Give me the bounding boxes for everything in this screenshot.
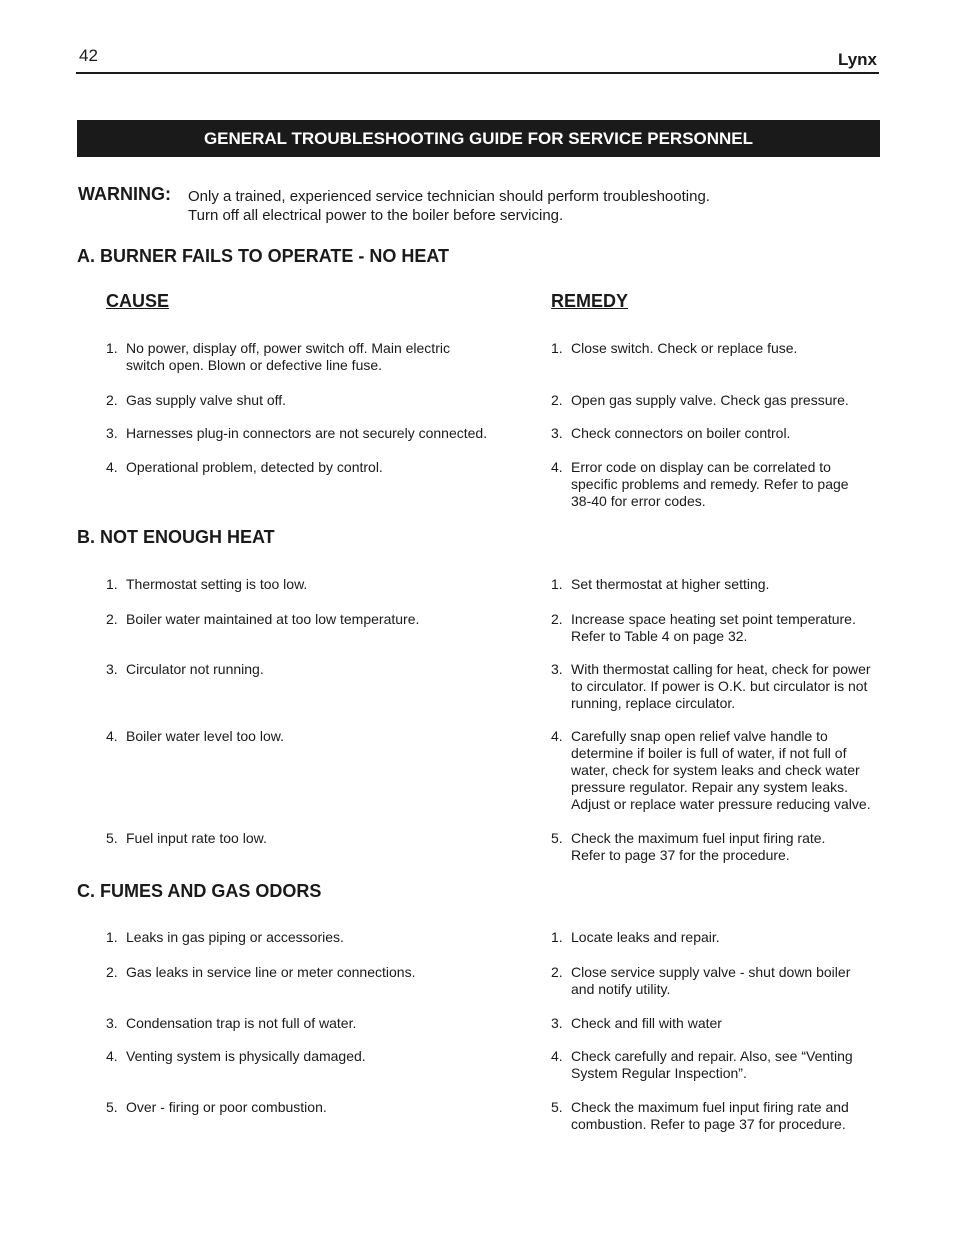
section-b-remedy-5 (551, 830, 881, 864)
item-number: 1. (551, 576, 563, 592)
item-number: 3. (106, 1015, 118, 1031)
item-number: 5. (106, 1099, 118, 1115)
remedy-text: Increase space heating set point temperature. Refer to Table 4 on page 32. (571, 611, 856, 644)
section-c-title: C. FUMES AND GAS ODORS (77, 881, 322, 901)
cause-text: Operational problem, detected by control. (126, 459, 383, 475)
cause-text: Over - firing or poor combustion. (126, 1099, 327, 1115)
section-a-cause-3 (106, 425, 506, 442)
item-number: 1. (551, 929, 563, 945)
cause-text: Venting system is physically damaged. (126, 1048, 366, 1064)
item-number: 4. (551, 459, 563, 475)
remedy-text: Close service supply valve - shut down boiler and notify utility. (571, 964, 851, 997)
warning-line-2: Turn off all electrical power to the boiler before servicing. (188, 207, 564, 224)
remedy-text: Open gas supply valve. Check gas pressure. (571, 392, 849, 408)
section-c-cause-1 (106, 929, 506, 946)
cause-text: Thermostat setting is too low. (126, 576, 308, 592)
item-number: 3. (106, 661, 118, 677)
section-b-remedy-4 (551, 728, 881, 813)
cause-text: No power, display off, power switch off. Main electric switch open. Blown or defective line fuse. (126, 340, 450, 373)
item-number: 1. (551, 340, 563, 356)
section-a-cause-1 (106, 340, 506, 374)
section-b-cause-5 (106, 830, 506, 847)
item-number: 2. (106, 392, 118, 408)
item-number: 4. (106, 1048, 118, 1064)
item-number: 1. (106, 576, 118, 592)
warning-line-1: Only a trained, experienced service technician should perform troubleshooting. (188, 188, 710, 205)
section-c-remedy-5 (551, 1099, 881, 1133)
brand-name: Lynx (837, 50, 877, 69)
item-number: 4. (106, 459, 118, 475)
item-number: 4. (551, 1048, 563, 1064)
section-a-remedy-4 (551, 459, 881, 510)
item-number: 3. (106, 425, 118, 441)
cause-text: Boiler water level too low. (126, 728, 284, 744)
cause-text: Condensation trap is not full of water. (126, 1015, 357, 1031)
section-b-cause-4 (106, 728, 506, 745)
section-c-cause-5 (106, 1099, 506, 1116)
remedy-text: Check the maximum fuel input firing rate and combustion. Refer to page 37 for procedure. (571, 1099, 849, 1132)
cause-text: Harnesses plug-in connectors are not securely connected. (126, 425, 488, 441)
section-c-remedy-1 (551, 929, 881, 946)
section-b-remedy-3 (551, 661, 881, 712)
remedy-text: Check carefully and repair. Also, see “Venting System Regular Inspection”. (571, 1048, 853, 1081)
section-a-remedy-2 (551, 392, 881, 409)
section-c-remedy-3 (551, 1015, 881, 1032)
warning-label: WARNING: (78, 184, 171, 204)
remedy-text: With thermostat calling for heat, check for power to circulator. If power is O.K. but circulator is not running, replace circulator. (571, 661, 871, 711)
section-b-remedy-2 (551, 611, 881, 645)
header-rule (76, 72, 879, 74)
section-b-remedy-1 (551, 576, 881, 593)
section-b-cause-3 (106, 661, 506, 678)
section-a-remedy-3 (551, 425, 881, 442)
section-a-remedy-1 (551, 340, 881, 357)
remedy-text: Error code on display can be correlated to specific problems and remedy. Refer to page 38-40 for error codes. (571, 459, 849, 509)
section-b-cause-1 (106, 576, 506, 593)
cause-column-header: CAUSE (106, 291, 170, 311)
remedy-text: Close switch. Check or replace fuse. (571, 340, 798, 356)
item-number: 2. (551, 964, 563, 980)
item-number: 1. (106, 340, 118, 356)
guide-title: GENERAL TROUBLESHOOTING GUIDE FOR SERVICE PERSONNEL (203, 128, 754, 148)
section-c-cause-3 (106, 1015, 506, 1032)
remedy-text: Carefully snap open relief valve handle to determine if boiler is full of water, if not full of water, check for system leaks and check water pressure regulator. Repair any system leaks. Adjust or replace water pressure reducing valve. (571, 728, 871, 812)
item-number: 4. (106, 728, 118, 744)
guide-title-banner (77, 120, 880, 157)
cause-text: Gas leaks in service line or meter connections. (126, 964, 416, 980)
remedy-text: Check the maximum fuel input firing rate. Refer to page 37 for the procedure. (571, 830, 826, 863)
cause-text: Circulator not running. (126, 661, 264, 677)
item-number: 3. (551, 425, 563, 441)
warning-text (188, 187, 710, 225)
section-c-cause-4 (106, 1048, 506, 1065)
section-c-cause-2 (106, 964, 506, 981)
cause-text: Fuel input rate too low. (126, 830, 267, 846)
remedy-text: Check connectors on boiler control. (571, 425, 791, 441)
item-number: 5. (106, 830, 118, 846)
item-number: 2. (106, 964, 118, 980)
section-a-cause-2 (106, 392, 506, 409)
section-c-remedy-4 (551, 1048, 881, 1082)
section-b-title: B. NOT ENOUGH HEAT (77, 527, 275, 547)
page-number: 42 (79, 46, 98, 65)
cause-text: Boiler water maintained at too low temperature. (126, 611, 420, 627)
item-number: 5. (551, 830, 563, 846)
item-number: 2. (551, 392, 563, 408)
item-number: 3. (551, 661, 563, 677)
remedy-column-header: REMEDY (551, 291, 629, 311)
item-number: 5. (551, 1099, 563, 1115)
section-a-title: A. BURNER FAILS TO OPERATE - NO HEAT (77, 246, 450, 266)
cause-text: Gas supply valve shut off. (126, 392, 287, 408)
item-number: 3. (551, 1015, 563, 1031)
item-number: 2. (106, 611, 118, 627)
remedy-text: Check and fill with water (571, 1015, 722, 1031)
remedy-text: Locate leaks and repair. (571, 929, 720, 945)
section-b-cause-2 (106, 611, 506, 628)
cause-text: Leaks in gas piping or accessories. (126, 929, 344, 945)
section-a-cause-4 (106, 459, 506, 476)
section-c-remedy-2 (551, 964, 881, 998)
item-number: 2. (551, 611, 563, 627)
remedy-text: Set thermostat at higher setting. (571, 576, 770, 592)
item-number: 1. (106, 929, 118, 945)
item-number: 4. (551, 728, 563, 744)
